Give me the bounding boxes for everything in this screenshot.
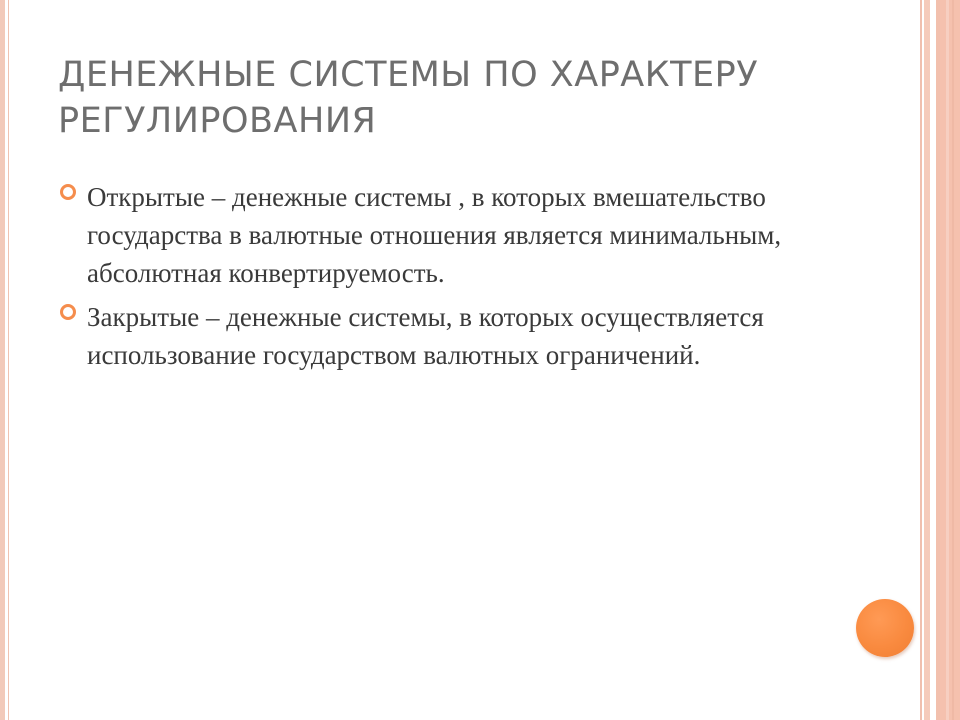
- bullet-text: Закрытые – денежные системы, в которых осуществляется использование государством валютных ограничений.: [87, 302, 764, 370]
- left-border-line: [8, 0, 9, 720]
- bullet-text: Открытые – денежные системы , в которых вмешательство государства в валютные отношения является минимальным, абсолютная конвертируемость.: [87, 182, 782, 288]
- bullet-list: [60, 178, 840, 380]
- orange-circle-icon: [856, 599, 914, 657]
- bullet-item: [60, 298, 840, 374]
- left-border-stripe: [0, 0, 5, 720]
- right-stripe: [940, 0, 960, 720]
- ring-bullet-icon: [60, 184, 76, 200]
- right-stripe: [952, 0, 954, 720]
- slide-title: ДЕНЕЖНЫЕ СИСТЕМЫ ПО ХАРАКТЕРУ РЕГУЛИРОВАНИЯ: [58, 55, 759, 141]
- ring-bullet-icon: [60, 304, 76, 320]
- right-stripe: [924, 0, 930, 720]
- right-stripe: [946, 0, 949, 720]
- right-stripe: [920, 0, 922, 720]
- bullet-item: [60, 178, 840, 292]
